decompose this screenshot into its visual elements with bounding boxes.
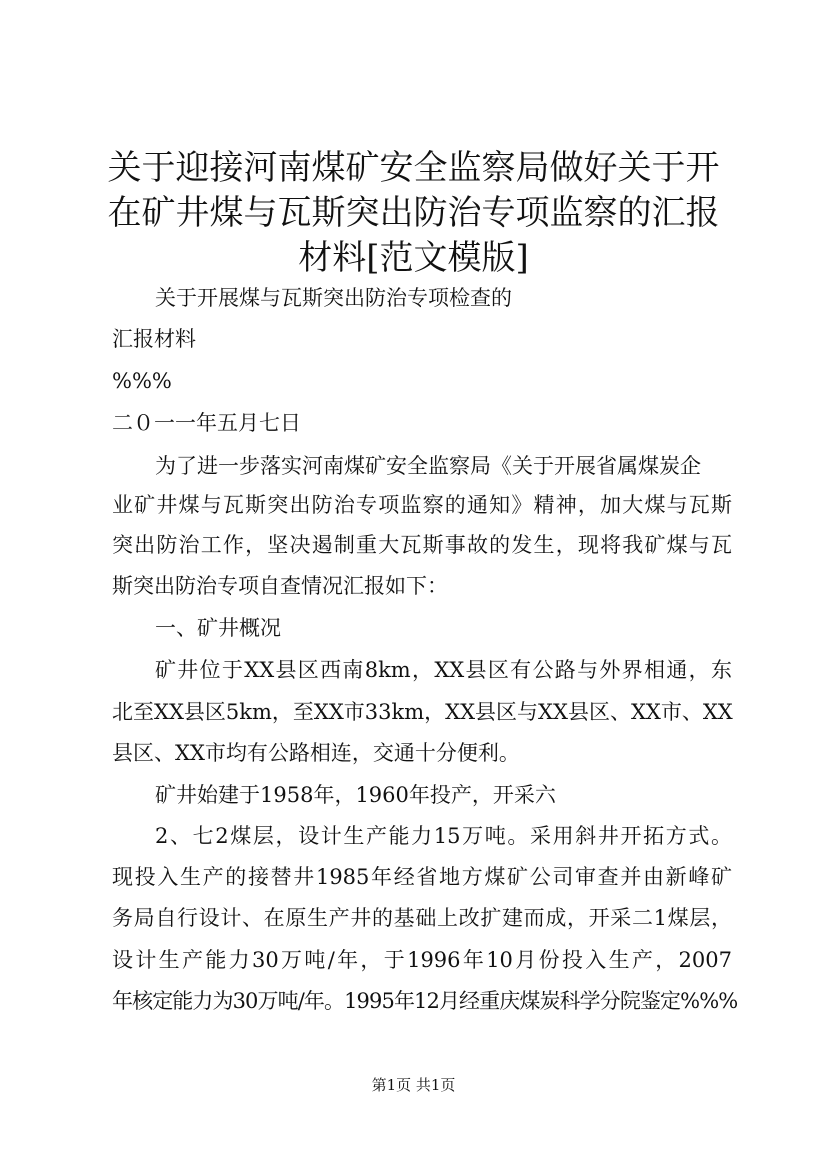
paragraph-line: 突出防治工作，坚决遏制重大瓦斯事故的发生，现将我矿煤与瓦 (112, 533, 732, 557)
paragraph-line: 矿井始建于1958年，1960年投产，开采六 (155, 783, 556, 807)
section-heading: 一、矿井概况 (155, 616, 281, 640)
page-footer: 第1页 共1页 (371, 1076, 456, 1094)
paragraph-line: 县区、XX市均有公路相连，交通十分便利。 (112, 741, 520, 765)
paragraph-line: 年核定能力为30万吨/年。1995年12月经重庆煤炭科学分院鉴定%%% (112, 989, 738, 1013)
subtitle-line-1: 关于开展煤与瓦斯突出防治专项检查的 (155, 286, 512, 310)
paragraph-line: 矿井位于XX县区西南8km，XX县区有公路与外界相通，东 (155, 658, 732, 682)
paragraph-line: 为了进一步落实河南煤矿安全监察局《关于开展省属煤炭企 (155, 454, 701, 478)
subtitle-line-2: 汇报材料 (112, 327, 196, 351)
paragraph-line: 2、七2煤层，设计生产能力15万吨。采用斜井开拓方式。 (155, 824, 732, 848)
document-date: 二０一一年五月七日 (112, 411, 301, 435)
paragraph-line: 业矿井煤与瓦斯突出防治专项监察的通知》精神，加大煤与瓦斯 (112, 493, 732, 517)
placeholder-text: %%% (112, 369, 172, 393)
paragraph-line: 现投入生产的接替井1985年经省地方煤矿公司审查并由新峰矿 (112, 865, 732, 889)
document-title: 关于迎接河南煤矿安全监察局做好关于开在矿井煤与瓦斯突出防治专项监察的汇报材料[范文模版] (107, 148, 720, 278)
paragraph-line: 务局自行设计、在原生产井的基础上改扩建而成，开采二1煤层， (112, 906, 732, 930)
paragraph-line: 北至XX县区5km，至XX市33km，XX县区与XX县区、XX市、XX (112, 700, 733, 724)
paragraph-line: 斯突出防治专项自查情况汇报如下： (112, 574, 448, 598)
paragraph-line: 设计生产能力30万吨/年，于1996年10月份投入生产，2007 (112, 948, 732, 972)
